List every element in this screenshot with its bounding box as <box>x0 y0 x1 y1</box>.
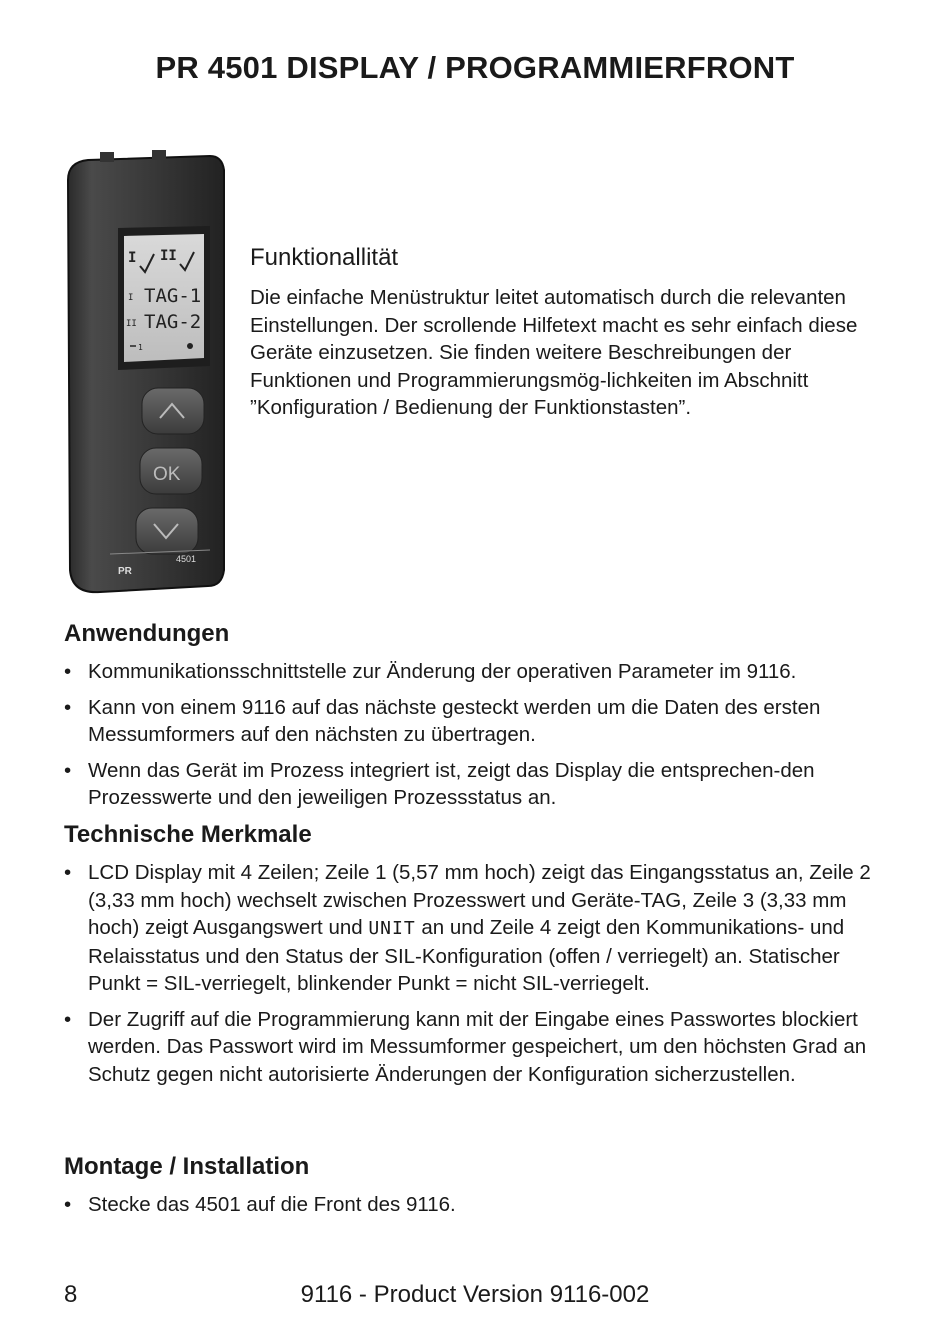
footer-version: 9116 - Product Version 9116-002 <box>300 1281 650 1308</box>
device-4501-illustration <box>60 150 240 598</box>
brand-logo: PR <box>118 566 132 577</box>
unit-text: UNIT <box>368 918 416 939</box>
lcd-line2-text: TAG-1 <box>144 285 202 307</box>
section-anwendungen <box>64 620 894 820</box>
item-text-after: an und Zeile 4 zeigt den Kommunikations- und Relaisstatus und den Status der SIL-Konfiguration (offen / verriegelt) an. Statischer Punkt = SIL-verriegelt, blinkender Punkt = nicht SIL-verriegelt. <box>88 916 845 995</box>
page-title: PR 4501 DISPLAY / PROGRAMMIERFRONT <box>155 50 795 85</box>
anwendungen-heading: Anwendungen <box>64 620 230 647</box>
model-label: 4501 <box>176 554 197 564</box>
list-item: • Kommunikationsschnittstelle zur Änderung der operativen Parameter im 9116. <box>64 658 894 686</box>
section-montage <box>64 1153 894 1227</box>
page-number: 8 <box>64 1281 78 1308</box>
intro-heading: Funktionallität <box>250 244 399 271</box>
montage-heading: Montage / Installation <box>64 1153 310 1180</box>
intro-text: Die einfache Menüstruktur leitet automatisch durch die relevanten Einstellungen. Der scrollende Hilfetext macht es sehr einfach diese Geräte einzusetzen. Sie finden weitere Beschreibungen der Funktionen und Programmierungsmög-lichkeiten im Abschnitt ”Konfiguration / Bedienung der Funktionstasten”. <box>250 286 858 419</box>
list-item: • Stecke das 4501 auf die Front des 9116. <box>64 1191 894 1219</box>
list-item: • Der Zugriff auf die Programmierung kann mit der Eingabe eines Passwortes blockiert werden. Das Passwort wird im Messumformer gespeichert, um den höchsten Grad an Schutz gegen nicht autorisierte Änderungen der Konfiguration sicherzustellen. <box>64 1006 894 1089</box>
section-technische-merkmale <box>64 821 894 1096</box>
lcd-line3-text: TAG-2 <box>144 311 202 333</box>
technische-heading: Technische Merkmale <box>64 821 312 848</box>
ok-label: OK <box>153 464 181 485</box>
list-item: • Kann von einem 9116 auf das nächste gesteckt werden um die Daten des ersten Messumformers auf den nächsten zu übertragen. <box>64 694 894 749</box>
lcd-line1-left: I <box>128 250 137 266</box>
intro-block <box>250 244 890 422</box>
list-item <box>64 859 894 998</box>
lcd-line4-text: 1 <box>138 343 143 352</box>
list-item: • Wenn das Gerät im Prozess integriert ist, zeigt das Display die entsprechen-den Prozesswerte und den jeweiligen Prozessstatus an. <box>64 757 894 812</box>
lcd-line3-num: II <box>126 319 137 329</box>
lcd-line1-right: II <box>160 248 177 264</box>
lcd-line2-num: I <box>128 293 134 303</box>
item-text-before: LCD Display mit 4 Zeilen; Zeile 1 (5,57 mm hoch) zeigt das Eingangsstatus an, Zeile 2 (3,33 mm hoch) wechselt zwischen Prozesswert und Geräte-TAG, Zeile 3 (3,33 mm hoch) zeigt Ausgangswert und <box>88 861 871 939</box>
